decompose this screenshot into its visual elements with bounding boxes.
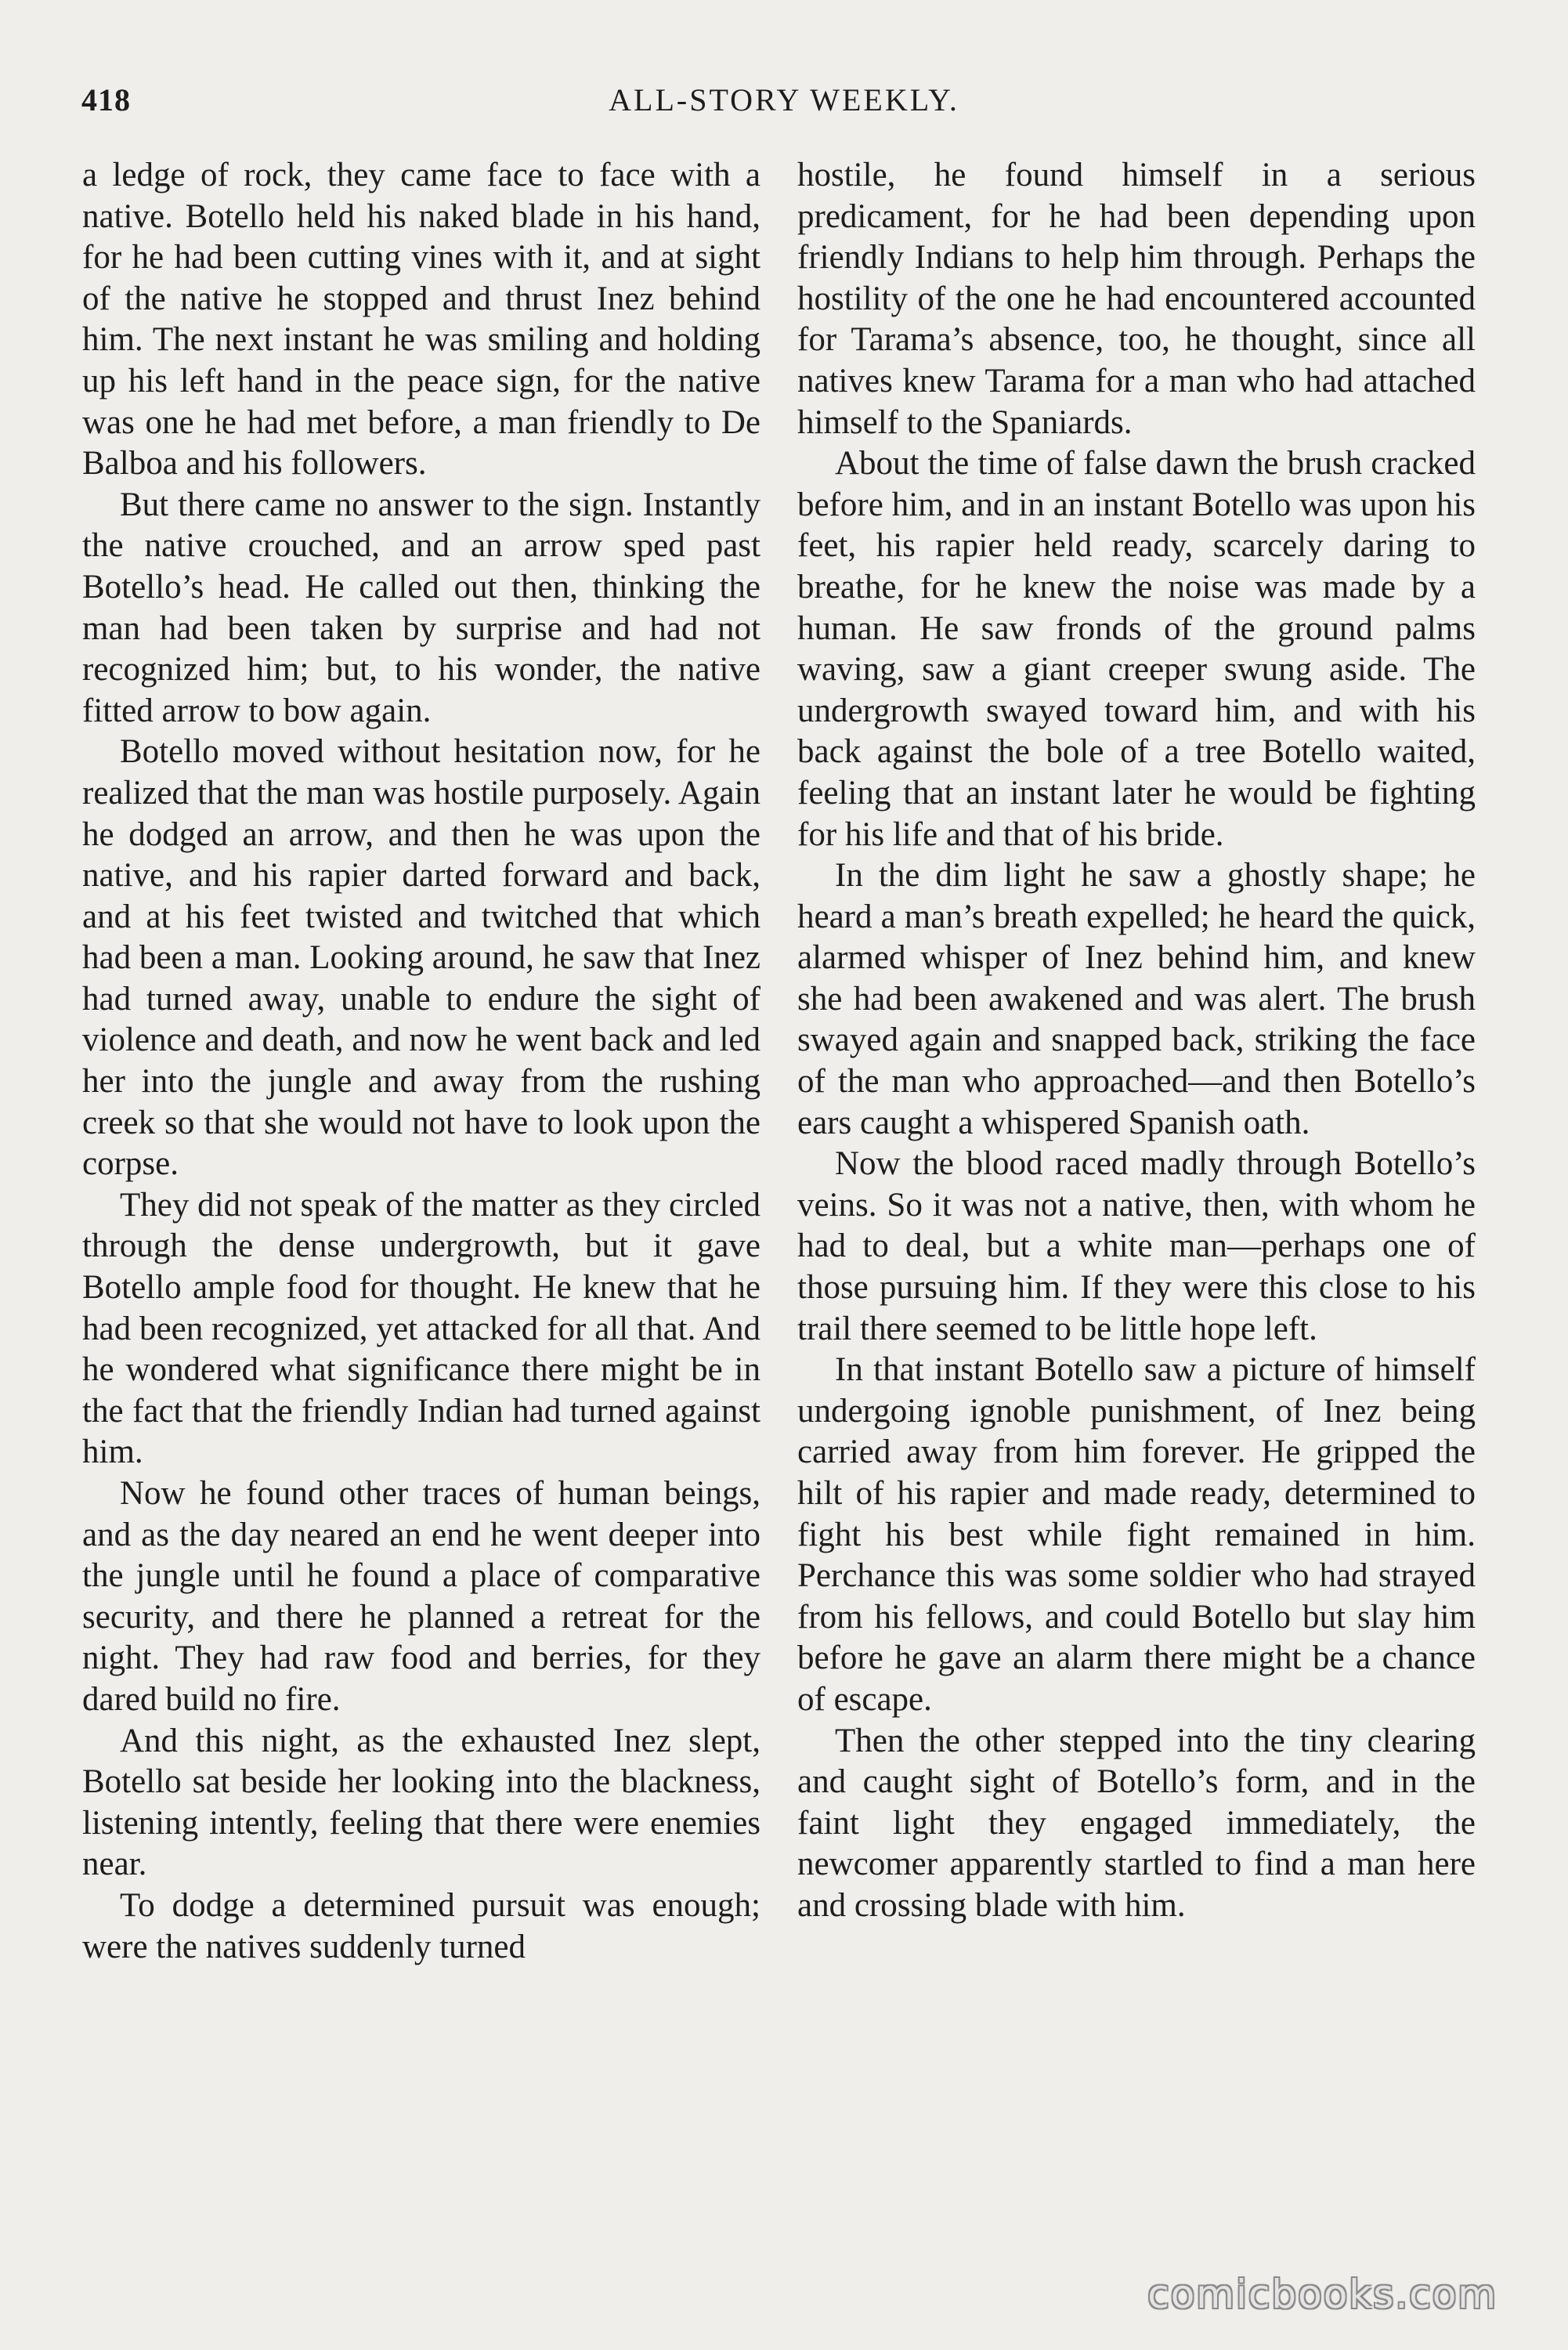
paragraph: a ledge of rock, they came face to face with a native. Botello held his naked blade in his hand, for he had been cutting vines with it, and at sight of the native he stopped and thrust Inez behind him. The next instant he was smiling and holding up his left hand in the peace sign, for the native was one he had met before, a man friendly to De Balboa and his followers. [82,157,761,483]
running-title: ALL-STORY WEEKLY. [609,82,959,118]
paragraph: About the time of false dawn the brush cracked before him, and in an instant Botello was upon his feet, his rapier held ready, scarcely daring to breathe, for he knew the noise was made by a human. He saw fronds of the ground palms waving, saw a giant creeper swung aside. The undergrowth swayed toward him, and with his back against the bole of a tree Botello waited, feeling that an instant later he would be fighting for his life and that of his bride. [797,445,1476,853]
paragraph: They did not speak of the matter as they circled through the dense undergrowth, but it gave Botello ample food for thought. He knew that he had been recognized, yet attacked for all that. And he wondered what significance there might be in the fact that the friendly Indian had turned against him. [82,1186,761,1471]
paragraph: And this night, as the exhausted Inez slept, Botello sat beside her looking into the blackness, listening intently, feeling that there were enemies near. [82,1722,761,1883]
paragraph: Botello moved without hesitation now, for he realized that the man was hostile purposely. Again he dodged an arrow, and then he was upon the native, and his rapier darted forward and back, and at his feet twisted and twitched that which had been a man. Looking around, he saw that Inez had turned away, unable to endure the sight of violence and death, and now he went back and led her into the jungle and away from the rushing creek so that she would not have to look upon the corpse. [82,733,761,1183]
left-column [82,155,761,1968]
paragraph: In that instant Botello saw a picture of himself undergoing ignoble punishment, of Inez being carried away from him forever. He gripped the hilt of his rapier and made ready, determined to fight his best while fight remained in him. Perchance this was some soldier who had strayed from his fellows, and could Botello but slay him before he gave an alarm there might be a chance of escape. [797,1351,1476,1718]
paragraph: But there came no answer to the sign. Instantly the native crouched, and an arrow sped past Botello’s head. He called out then, thinking the man had been taken by surprise and had not recognized him; but, to his wonder, the native fitted arrow to bow again. [82,486,761,729]
paragraph: hostile, he found himself in a serious predicament, for he had been depending upon friendly Indians to help him through. Perhaps the hostility of the one he had encountered accounted for Tarama’s absence, too, he thought, since all natives knew Tarama for a man who had attached himself to the Spaniards. [797,157,1476,441]
watermark: comicbooks.com [1147,2272,1498,2317]
paragraph: To dodge a determined pursuit was enough; were the natives suddenly turned [82,1886,761,1965]
page-number: 418 [81,82,131,118]
paragraph: Then the other stepped into the tiny clearing and caught sight of Botello’s form, and in the faint light they engaged immediately, the newcomer apparently startled to find a man here and crossing blade with him. [797,1722,1476,1924]
paragraph: Now the blood raced madly through Botello’s veins. So it was not a native, then, with whom he had to deal, but a white man—perhaps one of those pursuing him. If they were this close to his trail there seemed to be little hope left. [797,1145,1476,1347]
paragraph: Now he found other traces of human beings, and as the day neared an end he went deeper into the jungle until he found a place of comparative security, and there he planned a retreat for the night. They had raw food and berries, for they dared build no fire. [82,1475,761,1718]
right-column [797,155,1476,1927]
paragraph: In the dim light he saw a ghostly shape; he heard a man’s breath expelled; he heard the quick, alarmed whisper of Inez behind him, and knew she had been awakened and was alert. The brush swayed again and snapped back, striking the face of the man who approached—and then Botello’s ears caught a whispered Spanish oath. [797,857,1476,1141]
